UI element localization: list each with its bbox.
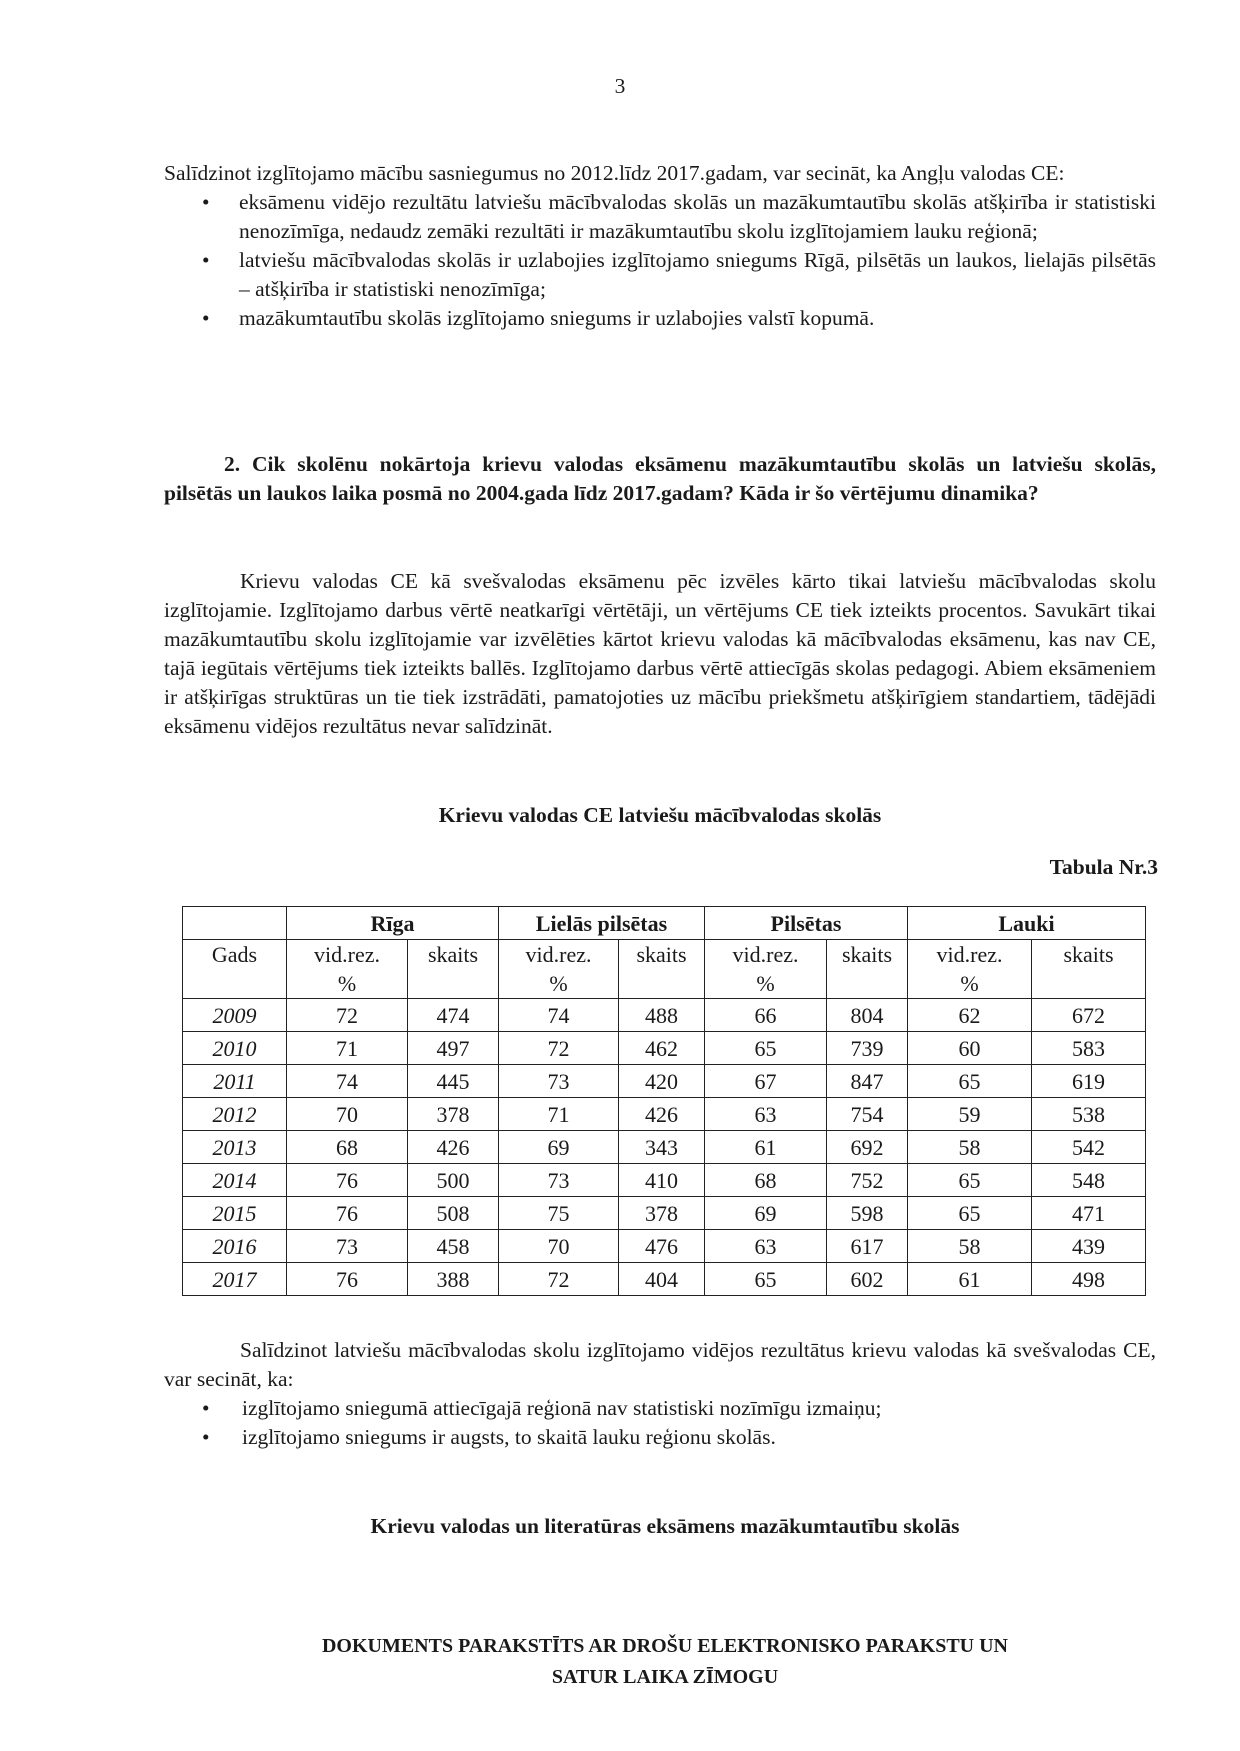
sub-header-row — [183, 940, 1146, 999]
table-row — [183, 1230, 1146, 1263]
group-header: Lielās pilsētas — [499, 907, 705, 940]
vidrez-cell: 76 — [287, 1164, 408, 1197]
bullet-item: • latviešu mācībvalodas skolās ir uzlabojies izglītojamo sniegums Rīgā, pilsētās un laukos, lielajās pilsētās – atšķirība ir statistiski nenozīmīga; — [164, 246, 1156, 304]
vidrez-cell: 76 — [287, 1263, 408, 1296]
skaits-cell: 471 — [1032, 1197, 1146, 1230]
table-row — [183, 999, 1146, 1032]
vidrez-cell: 68 — [705, 1164, 827, 1197]
group-header: Pilsētas — [705, 907, 908, 940]
year-header: Gads — [183, 940, 287, 999]
skaits-cell: 410 — [619, 1164, 705, 1197]
table-row — [183, 1065, 1146, 1098]
vidrez-header — [499, 940, 619, 999]
conclusion-section — [164, 1336, 1156, 1452]
table-row — [183, 1164, 1146, 1197]
year-cell: 2017 — [183, 1263, 287, 1296]
vidrez-cell: 69 — [705, 1197, 827, 1230]
bullet-item: • mazākumtautību skolās izglītojamo sniegums ir uzlabojies valstī kopumā. — [164, 304, 1156, 333]
vidrez-cell: 65 — [705, 1032, 827, 1065]
skaits-cell: 617 — [827, 1230, 908, 1263]
vidrez-cell: 72 — [499, 1032, 619, 1065]
group-header: Lauki — [908, 907, 1146, 940]
vidrez-cell: 67 — [705, 1065, 827, 1098]
table-title: Krievu valodas CE latviešu mācībvalodas skolās — [438, 803, 882, 827]
skaits-header: skaits — [619, 940, 705, 999]
skaits-cell: 498 — [1032, 1263, 1146, 1296]
vidrez-cell: 59 — [908, 1098, 1032, 1131]
skaits-cell: 692 — [827, 1131, 908, 1164]
skaits-cell: 458 — [408, 1230, 499, 1263]
vidrez-cell: 74 — [499, 999, 619, 1032]
skaits-cell: 602 — [827, 1263, 908, 1296]
vidrez-header — [908, 940, 1032, 999]
year-cell: 2015 — [183, 1197, 287, 1230]
vidrez-cell: 75 — [499, 1197, 619, 1230]
vidrez-cell: 73 — [287, 1230, 408, 1263]
skaits-cell: 404 — [619, 1263, 705, 1296]
skaits-cell: 598 — [827, 1197, 908, 1230]
vidrez-cell: 61 — [908, 1263, 1032, 1296]
skaits-cell: 420 — [619, 1065, 705, 1098]
year-cell: 2009 — [183, 999, 287, 1032]
skaits-cell: 754 — [827, 1098, 908, 1131]
skaits-header: skaits — [408, 940, 499, 999]
vidrez-label: vid.rez. — [732, 942, 799, 967]
vidrez-cell: 66 — [705, 999, 827, 1032]
vidrez-cell: 69 — [499, 1131, 619, 1164]
vidrez-cell: 65 — [705, 1263, 827, 1296]
intro-text: Salīdzinot izglītojamo mācību sasniegumus no 2012.līdz 2017.gadam, var secināt, ka Angļu valodas CE: — [164, 161, 1065, 185]
skaits-cell: 739 — [827, 1032, 908, 1065]
skaits-cell: 542 — [1032, 1131, 1146, 1164]
conclusion-text: Salīdzinot latviešu mācībvalodas skolu izglītojamo vidējos rezultātus krievu valodas kā svešvalodas CE, var secināt, ka: — [164, 1338, 1156, 1391]
skaits-cell: 426 — [619, 1098, 705, 1131]
skaits-cell: 672 — [1032, 999, 1146, 1032]
table-row — [183, 1263, 1146, 1296]
vidrez-cell: 65 — [908, 1065, 1032, 1098]
bullet-item: • izglītojamo sniegums ir augsts, to skaitā lauku reģionu skolās. — [164, 1423, 1156, 1452]
bullet-item: • eksāmenu vidējo rezultātu latviešu mācībvalodas skolās un mazākumtautību skolās atšķirība ir statistiski nenozīmīga, nedaudz zemāki rezultāti ir mazākumtautību skolu izglītojamiem lauku reģionā; — [164, 188, 1156, 246]
skaits-cell: 538 — [1032, 1098, 1146, 1131]
year-cell: 2013 — [183, 1131, 287, 1164]
skaits-cell: 497 — [408, 1032, 499, 1065]
group-header: Rīga — [287, 907, 499, 940]
footer-line: SATUR LAIKA ZĪMOGU — [551, 1666, 779, 1688]
skaits-cell: 583 — [1032, 1032, 1146, 1065]
skaits-cell: 426 — [408, 1131, 499, 1164]
page-number: 3 — [614, 74, 626, 98]
vidrez-cell: 70 — [287, 1098, 408, 1131]
vidrez-cell: 68 — [287, 1131, 408, 1164]
vidrez-cell: 72 — [499, 1263, 619, 1296]
skaits-cell: 445 — [408, 1065, 499, 1098]
year-cell: 2011 — [183, 1065, 287, 1098]
percent-label: % — [756, 971, 775, 996]
vidrez-cell: 63 — [705, 1230, 827, 1263]
intro-section — [164, 159, 1156, 333]
vidrez-cell: 71 — [499, 1098, 619, 1131]
skaits-cell: 378 — [619, 1197, 705, 1230]
vidrez-cell: 61 — [705, 1131, 827, 1164]
skaits-cell: 548 — [1032, 1164, 1146, 1197]
vidrez-cell: 63 — [705, 1098, 827, 1131]
skaits-cell: 476 — [619, 1230, 705, 1263]
skaits-cell: 500 — [408, 1164, 499, 1197]
table-label: Tabula Nr.3 — [1049, 855, 1158, 879]
skaits-cell: 343 — [619, 1131, 705, 1164]
year-cell: 2012 — [183, 1098, 287, 1131]
vidrez-header — [705, 940, 827, 999]
skaits-cell: 847 — [827, 1065, 908, 1098]
vidrez-label: vid.rez. — [936, 942, 1003, 967]
vidrez-cell: 72 — [287, 999, 408, 1032]
skaits-cell: 508 — [408, 1197, 499, 1230]
skaits-cell: 619 — [1032, 1065, 1146, 1098]
table-row — [183, 1098, 1146, 1131]
vidrez-cell: 70 — [499, 1230, 619, 1263]
footer-line: DOKUMENTS PARAKSTĪTS AR DROŠU ELEKTRONISKO PARAKSTU UN — [321, 1635, 1009, 1657]
vidrez-cell: 65 — [908, 1197, 1032, 1230]
skaits-cell: 488 — [619, 999, 705, 1032]
vidrez-cell: 62 — [908, 999, 1032, 1032]
skaits-header: skaits — [1032, 940, 1146, 999]
year-cell: 2014 — [183, 1164, 287, 1197]
percent-label: % — [960, 971, 979, 996]
vidrez-label: vid.rez. — [525, 942, 592, 967]
group-header-row — [183, 907, 1146, 940]
skaits-header: skaits — [827, 940, 908, 999]
vidrez-cell: 76 — [287, 1197, 408, 1230]
skaits-cell: 474 — [408, 999, 499, 1032]
vidrez-cell: 58 — [908, 1131, 1032, 1164]
bullet-item: • izglītojamo sniegumā attiecīgajā reģionā nav statistiski nozīmīgu izmaiņu; — [164, 1394, 1156, 1423]
skaits-cell: 388 — [408, 1263, 499, 1296]
body-paragraph: Krievu valodas CE kā svešvalodas eksāmenu pēc izvēles kārto tikai latviešu mācībvalodas skolu izglītojamie. Izglītojamo darbus vērtē neatkarīgi vērtētāji, un vērtējums CE tiek izteikts procentos. Savukārt tikai mazākumtautību skolu izglītojamie var izvēlēties kārtot krievu valodas kā mācībvalodas eksāmenu, kas nav CE, tajā iegūtais vērtējums tiek izteikts ballēs. Izglītojamo darbus vērtē attiecīgās skolas pedagogi. Abiem eksāmeniem ir atšķirīgas struktūras un tie tiek izstrādāti, pamatojoties uz mācību priekšmetu atšķirīgiem standartiem, tādējādi eksāmenu vidējos rezultātus nevar salīdzināt. — [164, 569, 1156, 738]
vidrez-cell: 74 — [287, 1065, 408, 1098]
question-heading: 2. Cik skolēnu nokārtoja krievu valodas eksāmenu mazākumtautību skolās un latviešu skolās, pilsētās un laukos laika posmā no 2004.gada līdz 2017.gadam? Kāda ir šo vērtējumu dinamika? — [164, 452, 1156, 505]
table-row — [183, 1032, 1146, 1065]
percent-label: % — [337, 971, 357, 996]
vidrez-label: vid.rez. — [314, 942, 380, 967]
skaits-cell: 462 — [619, 1032, 705, 1065]
vidrez-header — [287, 940, 408, 999]
year-cell: 2010 — [183, 1032, 287, 1065]
vidrez-cell: 60 — [908, 1032, 1032, 1065]
skaits-cell: 439 — [1032, 1230, 1146, 1263]
vidrez-cell: 73 — [499, 1065, 619, 1098]
table-row — [183, 1197, 1146, 1230]
vidrez-cell: 71 — [287, 1032, 408, 1065]
year-cell: 2016 — [183, 1230, 287, 1263]
section-title: Krievu valodas un literatūras eksāmens mazākumtautību skolās — [370, 1514, 960, 1538]
table-row — [183, 1131, 1146, 1164]
signature-footer — [0, 1631, 1240, 1693]
skaits-cell: 378 — [408, 1098, 499, 1131]
skaits-cell: 804 — [827, 999, 908, 1032]
vidrez-cell: 65 — [908, 1164, 1032, 1197]
vidrez-cell: 58 — [908, 1230, 1032, 1263]
skaits-cell: 752 — [827, 1164, 908, 1197]
data-table — [182, 906, 1146, 1296]
percent-label: % — [549, 971, 568, 996]
vidrez-cell: 73 — [499, 1164, 619, 1197]
